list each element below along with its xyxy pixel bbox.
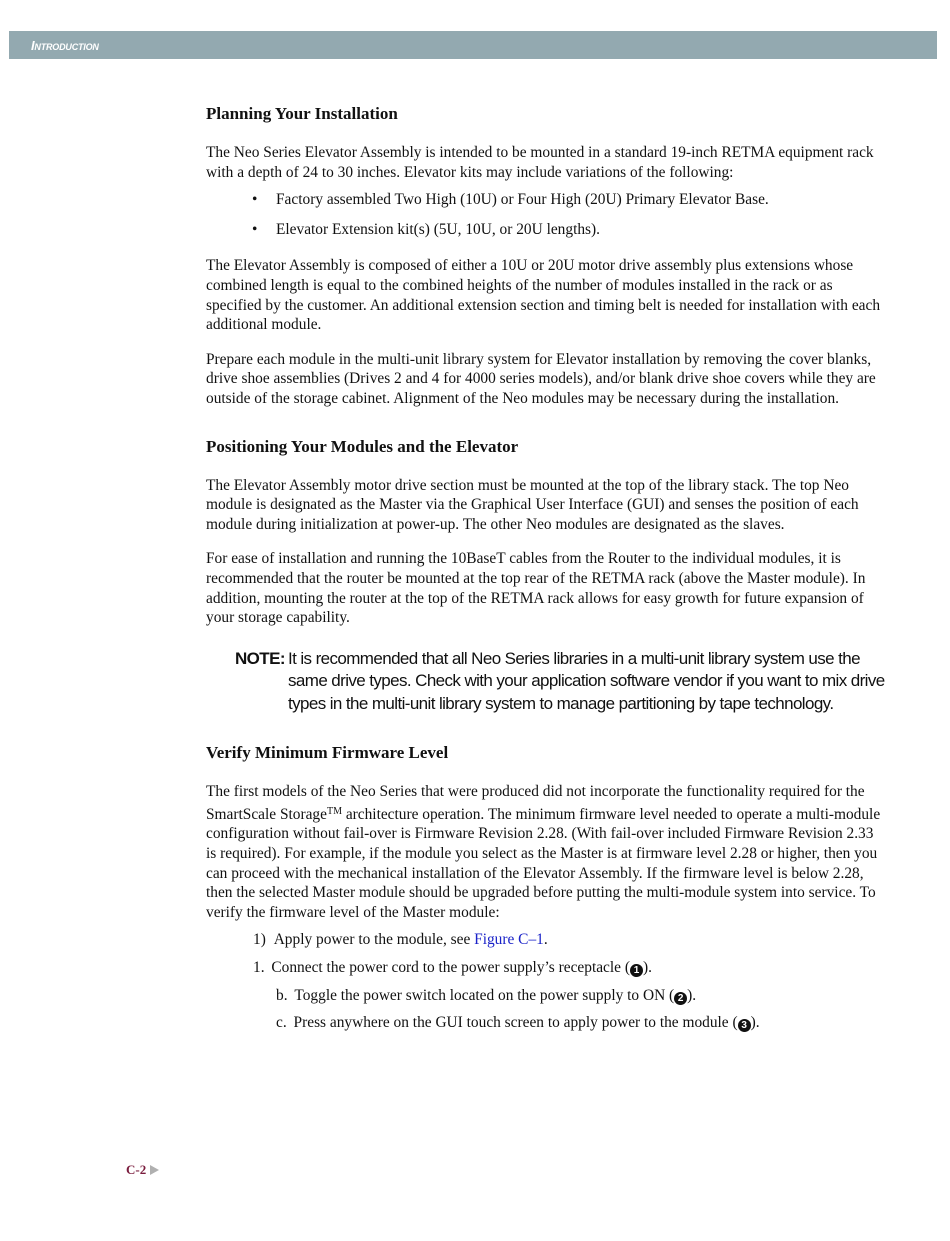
positioning-paragraph-1: The Elevator Assembly motor drive section must be mounted at the top of the library stack. The top Neo module is designated as the Master via the Graphical User Interface (GUI) and senses the position of each module during initialization at power-up. The other Neo modules are designated as the slaves. bbox=[206, 476, 859, 533]
bullet-icon: • bbox=[252, 220, 258, 238]
callout-1-icon: 1 bbox=[630, 964, 643, 977]
list-item-text: Factory assembled Two High (10U) or Four High (20U) Primary Elevator Base. bbox=[276, 191, 769, 209]
substep-b bbox=[206, 986, 882, 1006]
page-footer bbox=[126, 1162, 159, 1178]
step-1 bbox=[206, 930, 882, 950]
trademark-superscript: TM bbox=[326, 805, 342, 817]
planning-paragraph-1: The Neo Series Elevator Assembly is intended to be mounted in a standard 19-inch RETMA equipment rack with a depth of 24 to 30 inches. Elevator kits may include variations of the following: bbox=[206, 144, 874, 181]
substep-end: ). bbox=[750, 1014, 760, 1032]
note-label: NOTE: bbox=[235, 648, 285, 668]
heading-planning: Planning Your Installation bbox=[206, 104, 398, 123]
heading-positioning: Positioning Your Modules and the Elevator bbox=[206, 436, 519, 456]
callout-3-icon: 3 bbox=[738, 1019, 751, 1032]
step-end: . bbox=[543, 931, 548, 949]
page-content bbox=[206, 100, 885, 1033]
heading-firmware: Verify Minimum Firmware Level bbox=[206, 743, 449, 763]
bullet-icon: • bbox=[252, 191, 258, 209]
substep-1 bbox=[206, 958, 882, 978]
substep-text: Toggle the power switch located on the power supply to ON ( bbox=[294, 986, 675, 1004]
list-item bbox=[206, 190, 882, 210]
note-callout bbox=[206, 648, 888, 716]
list-item-text: Elevator Extension kit(s) (5U, 10U, or 20U lengths). bbox=[276, 220, 600, 238]
page-number: C-2 bbox=[126, 1162, 147, 1177]
substep-text: Connect the power cord to the power supply’s receptacle ( bbox=[271, 958, 630, 976]
elevator-kit-list bbox=[206, 190, 882, 239]
triangle-right-icon bbox=[150, 1165, 159, 1175]
substep-number: 1. bbox=[253, 958, 265, 976]
figure-link[interactable]: Figure C–1 bbox=[474, 931, 544, 949]
substep-c bbox=[206, 1013, 882, 1033]
chapter-header-band bbox=[9, 31, 937, 59]
procedure-steps bbox=[206, 930, 882, 1032]
substep-end: ). bbox=[687, 986, 697, 1004]
list-item bbox=[206, 220, 882, 240]
substep-end: ). bbox=[642, 958, 652, 976]
note-text: It is recommended that all Neo Series libraries in a multi-unit library system use the same drive types. Check with your application software vendor if you want to mix drive types in the multi-unit library system to manage partitioning by tape technology. bbox=[288, 648, 885, 713]
firmware-paragraph-text: The first models of the Neo Series that were produced did not incorporate the functionality required for the SmartScale Storage bbox=[206, 783, 865, 823]
planning-paragraph-2: The Elevator Assembly is composed of either a 10U or 20U motor drive assembly plus extensions whose combined length is equal to the combined heights of the number of modules installed in the rack or as specified by the customer. An additional extension section and timing belt is needed for installation with each additional module. bbox=[206, 257, 881, 334]
step-number: 1) bbox=[253, 931, 266, 949]
planning-paragraph-3: Prepare each module in the multi-unit library system for Elevator installation by removing the cover blanks, drive shoe assemblies (Drives 2 and 4 for 4000 series models), and/or blank drive shoe covers while they are outside of the storage cabinet. Alignment of the Neo modules may be necessary during the installation. bbox=[206, 350, 876, 407]
callout-2-icon: 2 bbox=[674, 992, 687, 1005]
substep-number: c. bbox=[276, 1014, 287, 1032]
positioning-paragraph-2: For ease of installation and running the 10BaseT cables from the Router to the individual modules, it is recommended that the router be mounted at the top rear of the RETMA rack (above the Master module). In addition, mounting the router at the top of the RETMA rack allows for easy growth for future expansion of your storage capability. bbox=[206, 550, 866, 627]
firmware-paragraph-text-cont: architecture operation. The minimum firmware level needed to operate a multi-module configuration without fail-over is Firmware Revision 2.28. (With fail-over included Firmware Revision 2.33 is required). For example, if the module you select as the Master is at firmware level 2.28 or higher, then you can proceed with the mechanical installation of the Elevator Assembly. If the firmware level is below 2.28, then the selected Master module should be upgraded before putting the multi-module system into service. To verify the firmware level of the Master module: bbox=[206, 805, 881, 921]
substep-text: Press anywhere on the GUI touch screen to apply power to the module ( bbox=[293, 1014, 738, 1032]
step-text: Apply power to the module, see bbox=[273, 931, 475, 949]
chapter-title: Introduction bbox=[31, 38, 99, 53]
substep-number: b. bbox=[276, 986, 288, 1004]
firmware-paragraph bbox=[206, 782, 882, 922]
